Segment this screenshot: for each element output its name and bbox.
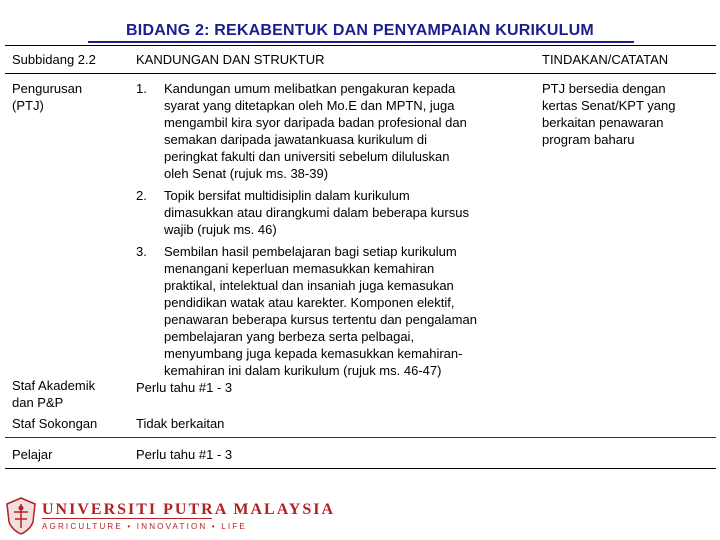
row-label-staf-sokongan: Staf Sokongan [12, 416, 98, 431]
item-3-line: menangani keperluan memasukkan kemahiran [164, 261, 435, 276]
item-1-line: semakan daripada jawatankuasa kurikulum di [164, 132, 428, 147]
row-label-staf-akademik-line2: dan P&P [12, 395, 64, 410]
item-3-line: penawaran beberapa kursus tertentu dan pengalaman [164, 312, 477, 327]
staf-akademik-content: Perlu tahu #1 - 3 [136, 380, 233, 395]
header-subbidang: Subbidang 2.2 [12, 52, 96, 67]
row-divider [5, 437, 716, 438]
university-tagline: AGRICULTURE • INNOVATION • LIFE [42, 522, 247, 531]
item-2-line: dimasukkan atau dirangkumi dalam beberapa kursus [164, 205, 469, 220]
item-1-line: Kandungan umum melibatkan pengakuran kepada [164, 81, 456, 96]
row-label-ptj-line1: Pengurusan [12, 81, 83, 96]
footer-underline [42, 518, 212, 519]
header-kandungan: KANDUNGAN DAN STRUKTUR [136, 52, 325, 67]
item-1-line: syarat yang ditetapkan oleh Mo.E dan MPTN, juga [164, 98, 455, 113]
row-label-ptj-line2: (PTJ) [12, 98, 44, 113]
ptj-action-line: program baharu [542, 132, 635, 147]
item-3-line: kemahiran ini dalam kurikulum (rujuk ms. 46-47) [164, 363, 442, 378]
university-name: UNIVERSITI PUTRA MALAYSIA [42, 501, 336, 518]
title-underline [88, 41, 634, 43]
ptj-action-line: kertas Senat/KPT yang [542, 98, 676, 113]
item-3-line: menyumbang juga kepada kemasukkan kemahiran- [164, 346, 463, 361]
item-number-3: 3. [136, 244, 147, 259]
item-2-line: wajib (rujuk ms. 46) [164, 222, 277, 237]
row-label-staf-akademik-line1: Staf Akademik [12, 378, 96, 393]
item-1-line: oleh Senat (rujuk ms. 38-39) [164, 166, 329, 181]
row-label-pelajar: Pelajar [12, 447, 53, 462]
table-bottom-border [5, 468, 716, 469]
item-number-1: 1. [136, 81, 147, 96]
page-title: BIDANG 2: REKABENTUK DAN PENYAMPAIAN KURIKULUM [126, 22, 594, 39]
ptj-action-line: berkaitan penawaran [542, 115, 664, 130]
item-1-line: peringkat fakulti dan universiti sebelum diluluskan [164, 149, 450, 164]
staf-sokongan-content: Tidak berkaitan [136, 416, 225, 431]
item-3-line: pendidikan watak atau karekter. Komponen elektif, [164, 295, 455, 310]
item-3-line: Sembilan hasil pembelajaran bagi setiap kurikulum [164, 244, 457, 259]
upm-crest-icon [4, 496, 38, 536]
table-top-border [5, 45, 716, 46]
header-tindakan: TINDAKAN/CATATAN [542, 52, 669, 67]
item-3-line: praktikal, intelektual dan insaniah juga kemasukan [164, 278, 454, 293]
header-bottom-border [5, 73, 716, 74]
pelajar-content: Perlu tahu #1 - 3 [136, 447, 233, 462]
item-1-line: mengambil kira syor daripada badan profesional dan [164, 115, 467, 130]
item-2-line: Topik bersifat multidisiplin dalam kurikulum [164, 188, 410, 203]
item-number-2: 2. [136, 188, 147, 203]
item-3-line: pembelajaran yang berbeza serta pelbagai, [164, 329, 415, 344]
ptj-action-line: PTJ bersedia dengan [542, 81, 666, 96]
